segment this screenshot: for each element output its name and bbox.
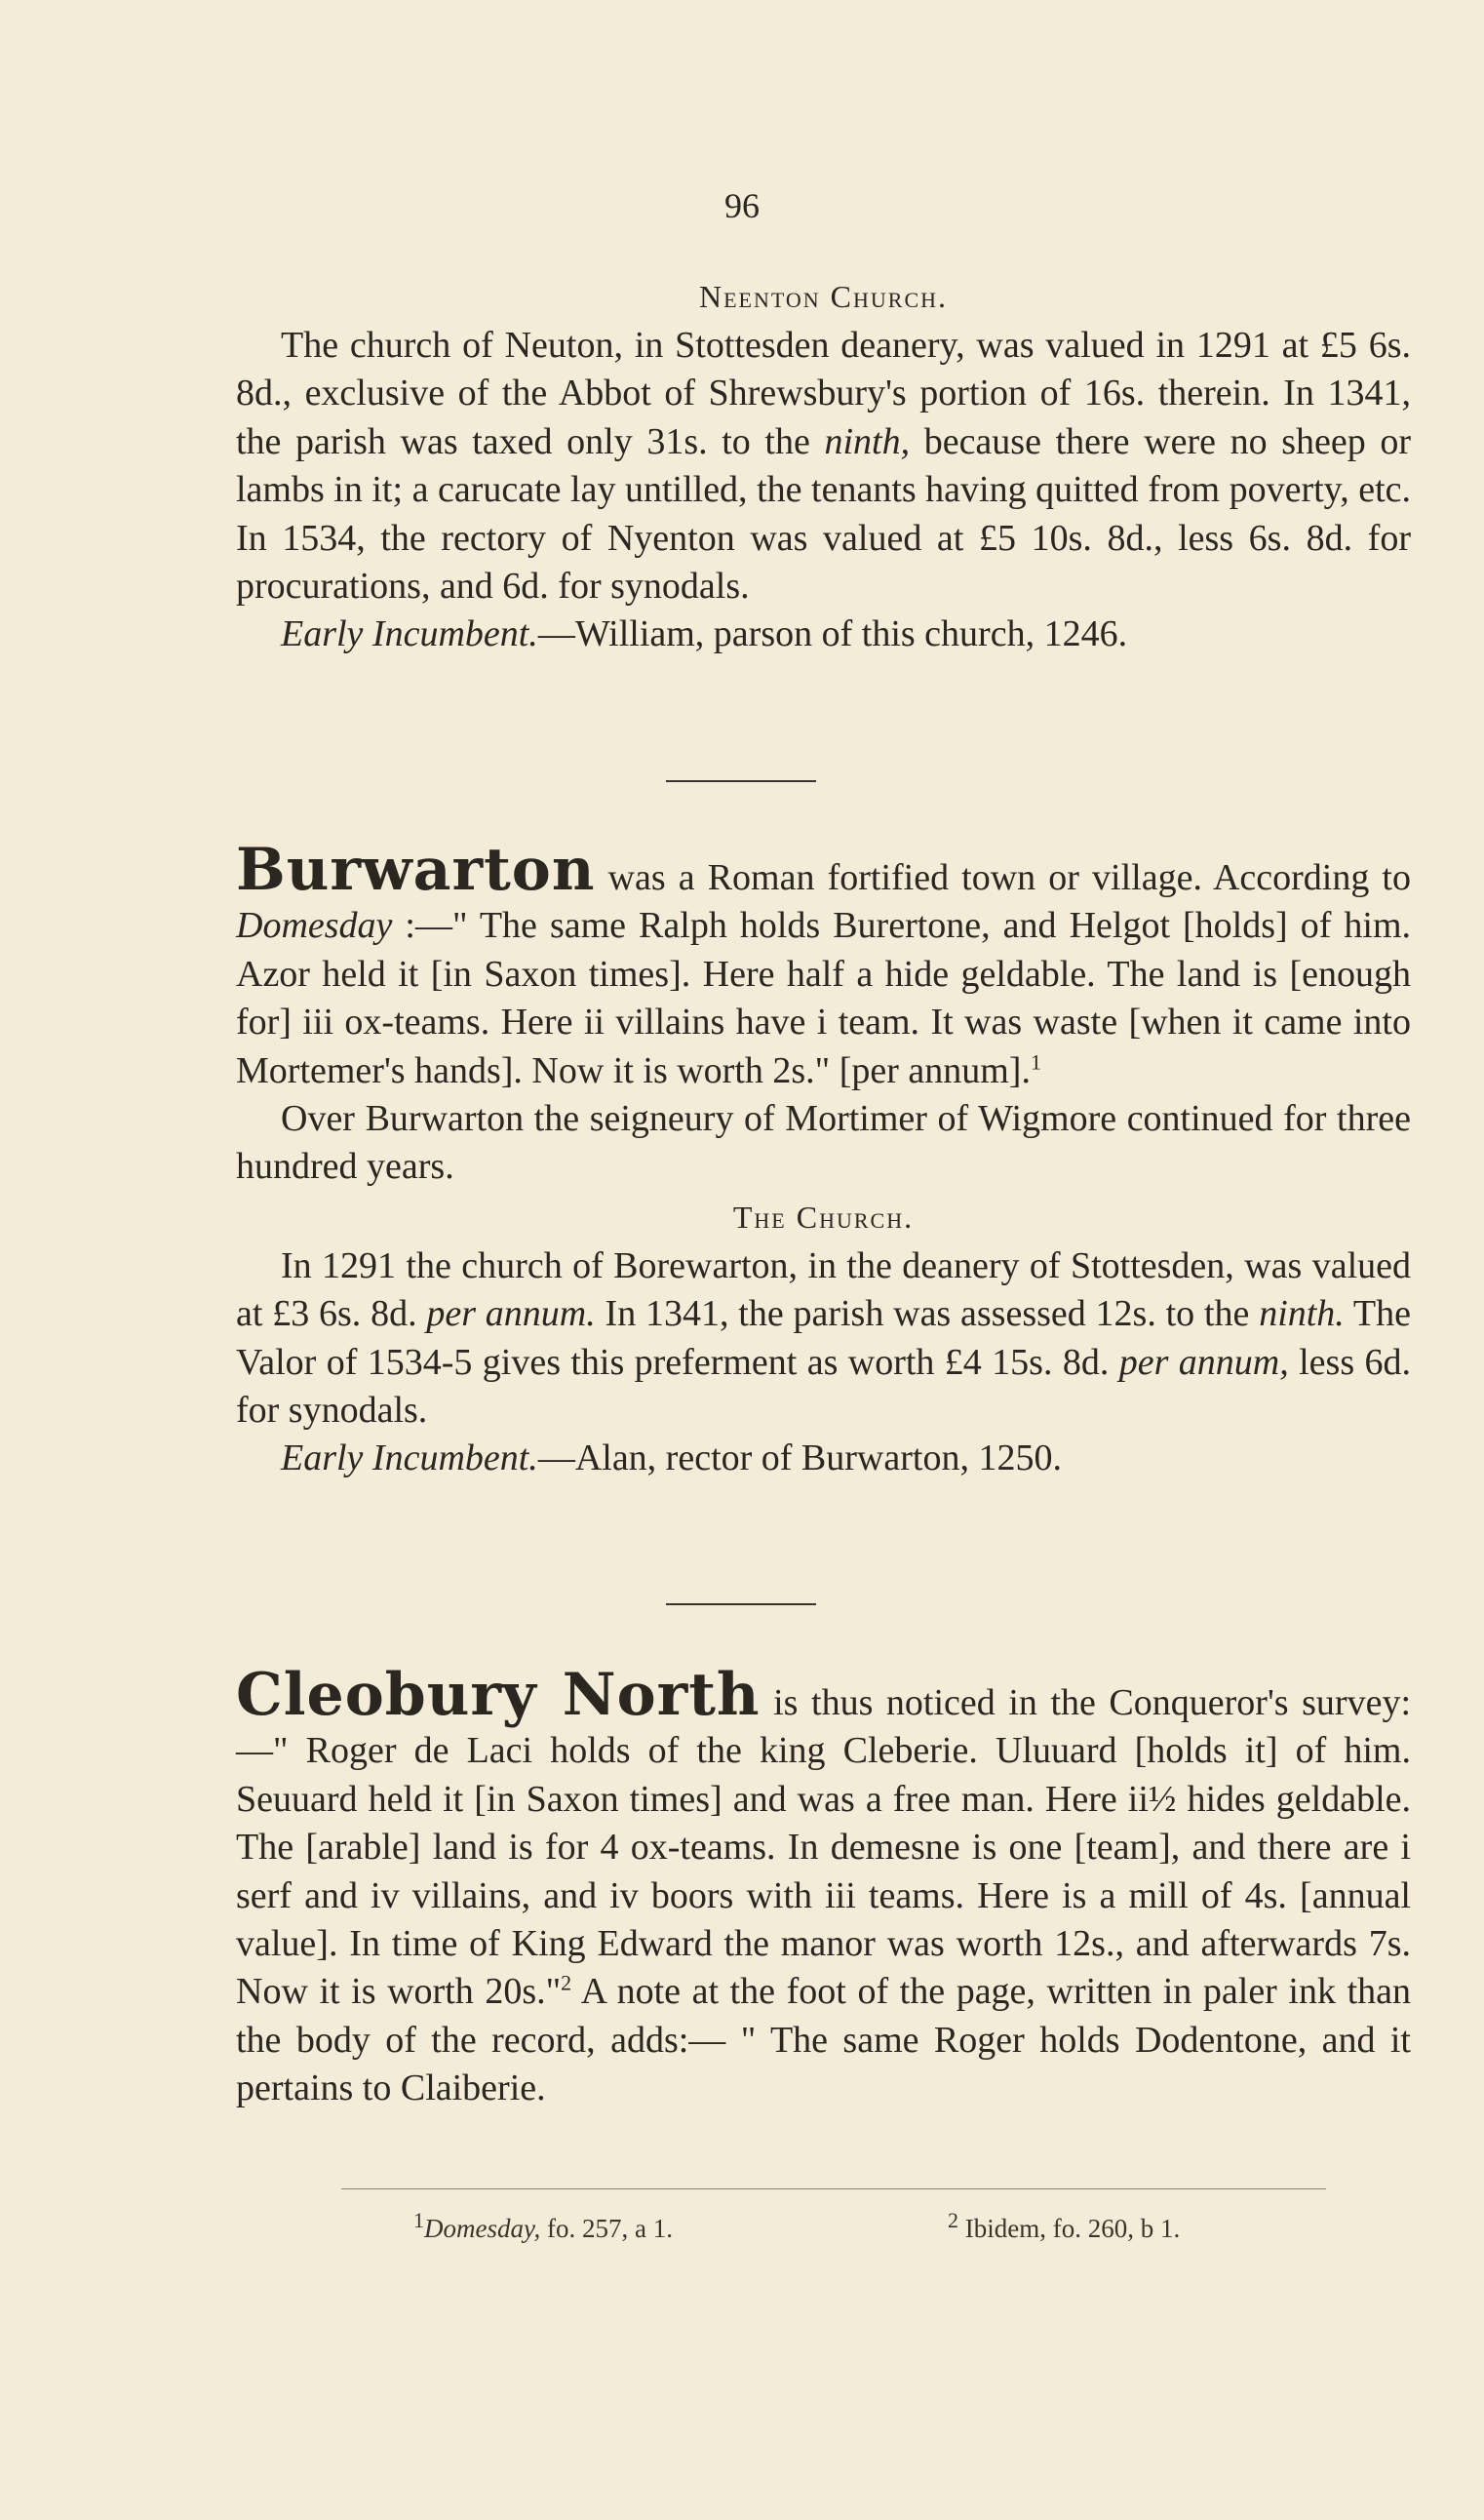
footnote-2-text: Ibidem, fo. 260, b 1. bbox=[958, 2214, 1181, 2243]
burwarton-emphasis-domesday: Domesday bbox=[236, 905, 393, 947]
cleobury-drop-word: Cleobury North bbox=[236, 1661, 761, 1729]
cleobury-text-2: A note at the foot of the page, written in paler ink than the body of the record, adds:— " The same Roger holds Dodentone, and it pertains to Claiberie. bbox=[236, 1971, 1411, 2109]
burwarton-incumbent bbox=[236, 1435, 1411, 1482]
burwarton-church-heading: The Church. bbox=[732, 1199, 915, 1235]
cleobury-section bbox=[236, 1661, 1412, 2113]
neenton-emphasis-ninth: ninth, bbox=[824, 420, 911, 462]
neenton-paragraph bbox=[236, 322, 1411, 610]
neenton-text-2: because there were no sheep or lambs in it; a carucate lay untilled, the tenants having quitted from poverty, etc. In 1534, the rectory of Nyenton was valued at £5 10s. 8d., less 6s. 8d. for procurations, and 6d. for synodals. bbox=[236, 420, 1411, 608]
neenton-incumbent bbox=[236, 610, 1411, 658]
burwarton-church-text-1: In 1291 the church of Borewarton, in the deanery of Stottesden, was valued at £3 6s. 8d. bbox=[236, 1244, 1411, 1335]
footnote-2-number: 2 bbox=[948, 2208, 958, 2232]
cleobury-paragraph bbox=[236, 1661, 1412, 2113]
burwarton-text-2: :—" The same Ralph holds Burertone, and Helgot [holds] of him. Azor held it [in Saxon times]. Here half a hide geldable. The land is [enough for] iii ox-teams. Here ii villains have i team. It was waste [when it came into Mortemer's hands]. Now it is worth 2s." [per annum]. bbox=[236, 905, 1411, 1091]
burwarton-emphasis-ninth: ninth. bbox=[1259, 1293, 1345, 1335]
footnote-1-number: 1 bbox=[413, 2208, 424, 2232]
footnote-ref-2: 2 bbox=[561, 1970, 572, 1995]
footnote-ref-1: 1 bbox=[1030, 1048, 1041, 1074]
footnote-1 bbox=[413, 2208, 673, 2244]
burwarton-church-text-2: In 1341, the parish was assessed 12s. to the bbox=[595, 1293, 1260, 1335]
footnote-1-text: fo. 257, a 1. bbox=[540, 2214, 673, 2243]
burwarton-section bbox=[236, 836, 1411, 1483]
burwarton-emphasis-per-annum-1: per annum. bbox=[426, 1293, 596, 1335]
burwarton-church-text-4: less 6d. for synodals. bbox=[236, 1341, 1411, 1432]
neenton-heading: Neenton Church. bbox=[698, 279, 949, 314]
neenton-section bbox=[236, 271, 1411, 659]
burwarton-drop-word: Burwarton bbox=[236, 836, 596, 904]
neenton-incumbent-text: —William, parson of this church, 1246. bbox=[537, 613, 1128, 655]
burwarton-emphasis-per-annum-2: per annum, bbox=[1118, 1341, 1289, 1383]
burwarton-paragraph bbox=[236, 836, 1411, 1095]
burwarton-text-1: was a Roman fortified town or village. According to bbox=[595, 857, 1411, 898]
footnote-2 bbox=[948, 2208, 1181, 2244]
neenton-incumbent-label: Early Incumbent. bbox=[281, 613, 538, 655]
neenton-text-1: The church of Neuton, in Stottesden deanery, was valued in 1291 at £5 6s. 8d., exclusive of the Abbot of Shrewsbury's portion of 16s. therein. In 1341, the parish was taxed only 31s. to the bbox=[236, 325, 1411, 462]
burwarton-church-paragraph bbox=[236, 1242, 1411, 1436]
burwarton-incumbent-label: Early Incumbent. bbox=[281, 1437, 538, 1479]
footnote-divider bbox=[341, 2188, 1326, 2189]
section-divider bbox=[666, 780, 816, 782]
burwarton-seigneury: Over Burwarton the seigneury of Mortimer of Wigmore continued for three hundred years. bbox=[236, 1098, 1411, 1188]
cleobury-text-1: is thus noticed in the Conqueror's survey:—" Roger de Laci holds of the king Cleberie. Uluuard [holds it] of him. Seuuard held it [in Saxon times] and was a free man. Here ii½ hides geldable. The [arable] land is for 4 ox-teams. In demesne is one [team], and there are i serf and iv villains, and iv boors with iii teams. Here is a mill of 4s. [annual value]. In time of King Edward the manor was worth 12s., and afterwards 7s. Now it is worth 20s." bbox=[236, 1682, 1412, 2013]
page-number: 96 bbox=[724, 186, 760, 225]
burwarton-church-text-3: The Valor of 1534-5 gives this preferment as worth £4 15s. 8d. bbox=[236, 1293, 1411, 1383]
burwarton-incumbent-text: —Alan, rector of Burwarton, 1250. bbox=[537, 1437, 1062, 1479]
section-divider bbox=[666, 1603, 816, 1605]
footnote-1-emphasis: Domesday, bbox=[424, 2214, 541, 2243]
